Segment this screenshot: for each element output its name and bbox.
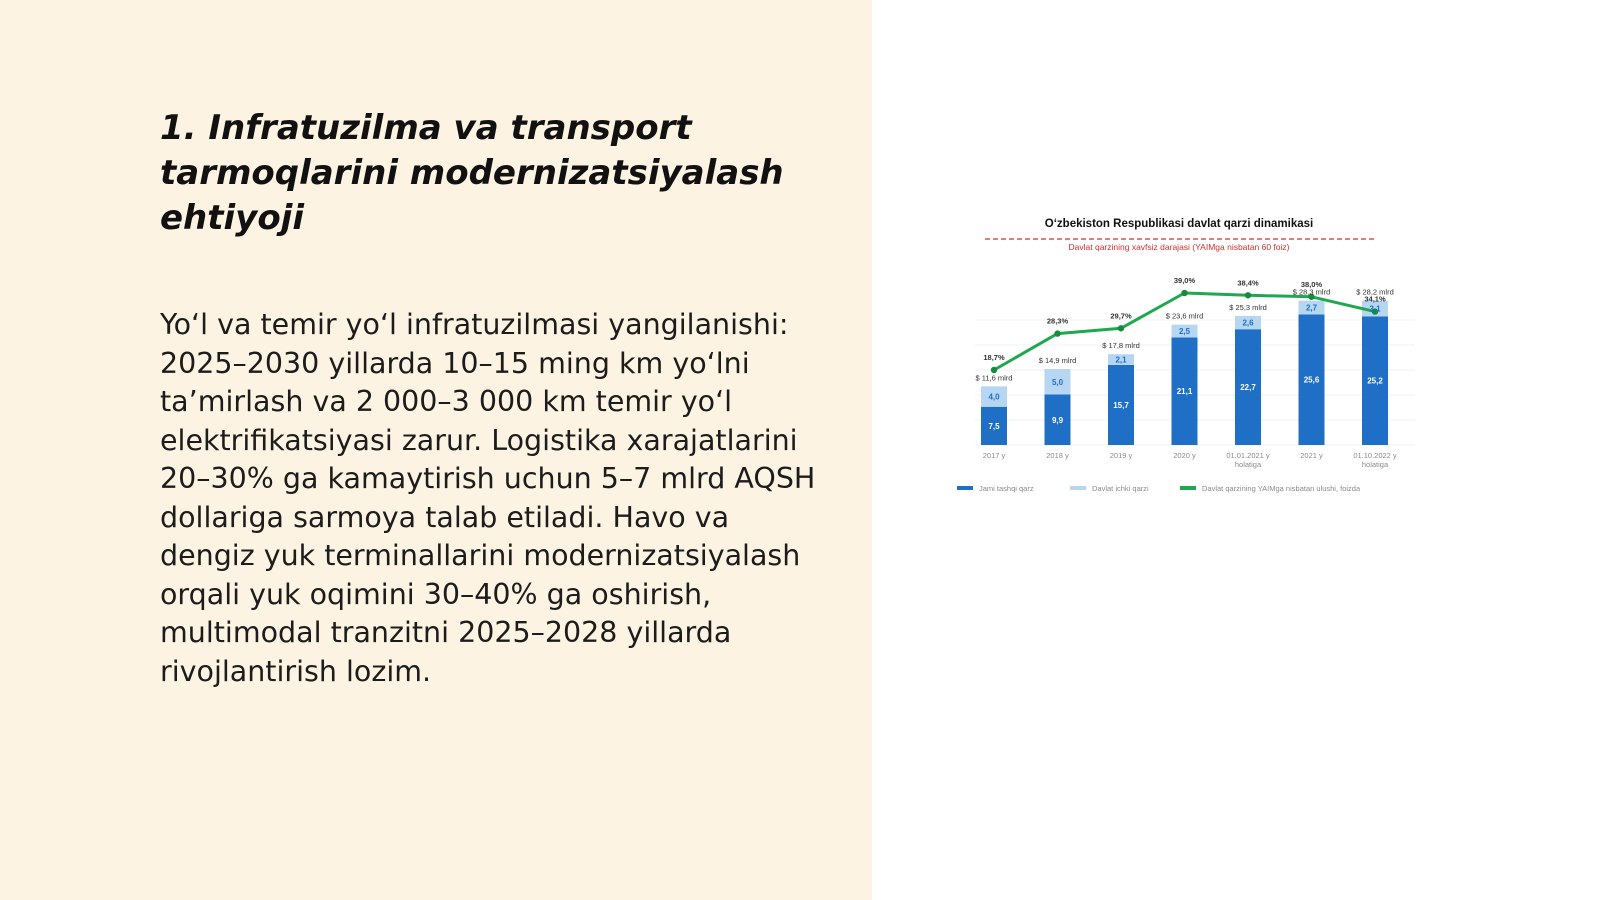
- legend-swatch: [957, 486, 973, 490]
- label-external-debt: 9,9: [1051, 415, 1064, 425]
- label-domestic-debt: 4,0: [988, 392, 1000, 402]
- label-ratio: 38,4%: [1237, 278, 1259, 288]
- ratio-point: [991, 367, 997, 373]
- x-tick-label: 2021 y: [1300, 451, 1323, 460]
- label-total-debt: $ 25,3 mlrd: [1229, 302, 1267, 312]
- x-tick-label-line2: holatiga: [1234, 460, 1262, 469]
- legend-label: Davlat ichki qarzi: [1092, 484, 1149, 493]
- label-domestic-debt: 2,6: [1242, 318, 1254, 328]
- label-external-debt: 15,7: [1113, 400, 1129, 410]
- legend-label: Davlat qarzining YAIMga nisbatan ulushi, foizda: [1202, 484, 1361, 493]
- label-external-debt: 21,1: [1176, 387, 1193, 397]
- label-ratio: 34,1%: [1364, 294, 1386, 304]
- label-ratio: 28,3%: [1046, 316, 1069, 326]
- label-external-debt: 25,2: [1367, 376, 1383, 386]
- label-domestic-debt: 2,5: [1178, 327, 1191, 337]
- ratio-point: [1118, 325, 1124, 331]
- label-external-debt: 25,6: [1303, 375, 1320, 385]
- label-domestic-debt: 3,1: [1369, 304, 1381, 314]
- label-ratio: 38,0%: [1300, 279, 1323, 289]
- slide-body-text: Yo‘l va temir yo‘l infratuzilmasi yangilanishi: 2025–2030 yillarda 10–15 ming km yo‘lni ta’mirlash va 2 000–3 000 km temir yo‘l elektrifikatsiyasi zarur. Logistika xarajatlarini 20–30% ga kamaytirish uchun 5–7 mlrd AQSH dollariga sarmoya talab etiladi. Havo va dengiz yuk terminallarini modernizatsiyalash orqali yuk oqimini 30–40% ga oshirish, multimodal tranzitni 2025–2028 yillarda rivojlantirish lozim.: [160, 308, 816, 688]
- label-ratio: 18,7%: [983, 353, 1005, 362]
- label-ratio: 29,7%: [1110, 311, 1132, 321]
- ratio-point: [1245, 292, 1251, 298]
- safe-level-label: Davlat qarzining xavfsiz darajasi (YAIMga nisbatan 60 foiz): [1068, 242, 1290, 252]
- debt-chart: [955, 205, 1445, 515]
- label-domestic-debt: 2,7: [1305, 303, 1318, 313]
- ratio-point: [1181, 290, 1187, 296]
- label-domestic-debt: 5,0: [1051, 377, 1064, 387]
- debt-chart-svg: [955, 205, 1445, 515]
- legend-swatch: [1180, 486, 1196, 490]
- x-tick-label: 2020 y: [1173, 451, 1196, 460]
- slide-heading: 1. Infratuzilma va transport tarmoqlarini modernizatsiyalash ehtiyoji: [160, 108, 784, 238]
- label-external-debt: 22,7: [1240, 383, 1256, 393]
- x-tick-label: 2019 y: [1109, 451, 1133, 460]
- x-tick-label: 2017 y: [982, 451, 1006, 460]
- x-tick-label-line2: holatiga: [1361, 460, 1389, 469]
- label-total-debt: $ 14,9 mlrd: [1038, 356, 1077, 366]
- chart-bars: [981, 301, 1388, 445]
- label-domestic-debt: 2,1: [1115, 355, 1127, 365]
- legend-label: Jami tashqi qarz: [979, 484, 1034, 493]
- legend-swatch: [1070, 486, 1086, 490]
- label-total-debt: $ 23,6 mlrd: [1165, 311, 1204, 321]
- ratio-point: [1054, 330, 1060, 336]
- label-total-debt: $ 28,3 mlrd: [1292, 287, 1331, 297]
- label-total-debt: $ 11,6 mlrd: [975, 373, 1013, 383]
- chart-title: O‘zbekiston Respublikasi davlat qarzi dinamikasi: [1044, 218, 1314, 230]
- x-tick-label: 01.10.2022 y: [1353, 451, 1397, 460]
- x-tick-label: 2018 y: [1046, 451, 1069, 460]
- x-tick-label: 01.01.2021 y: [1226, 451, 1270, 460]
- label-external-debt: 7,5: [988, 421, 1000, 431]
- chart-legend: [957, 484, 1361, 493]
- label-total-debt: $ 28,2 mlrd: [1356, 287, 1394, 297]
- label-ratio: 39,0%: [1173, 276, 1196, 285]
- label-total-debt: $ 17,8 mlrd: [1102, 341, 1140, 351]
